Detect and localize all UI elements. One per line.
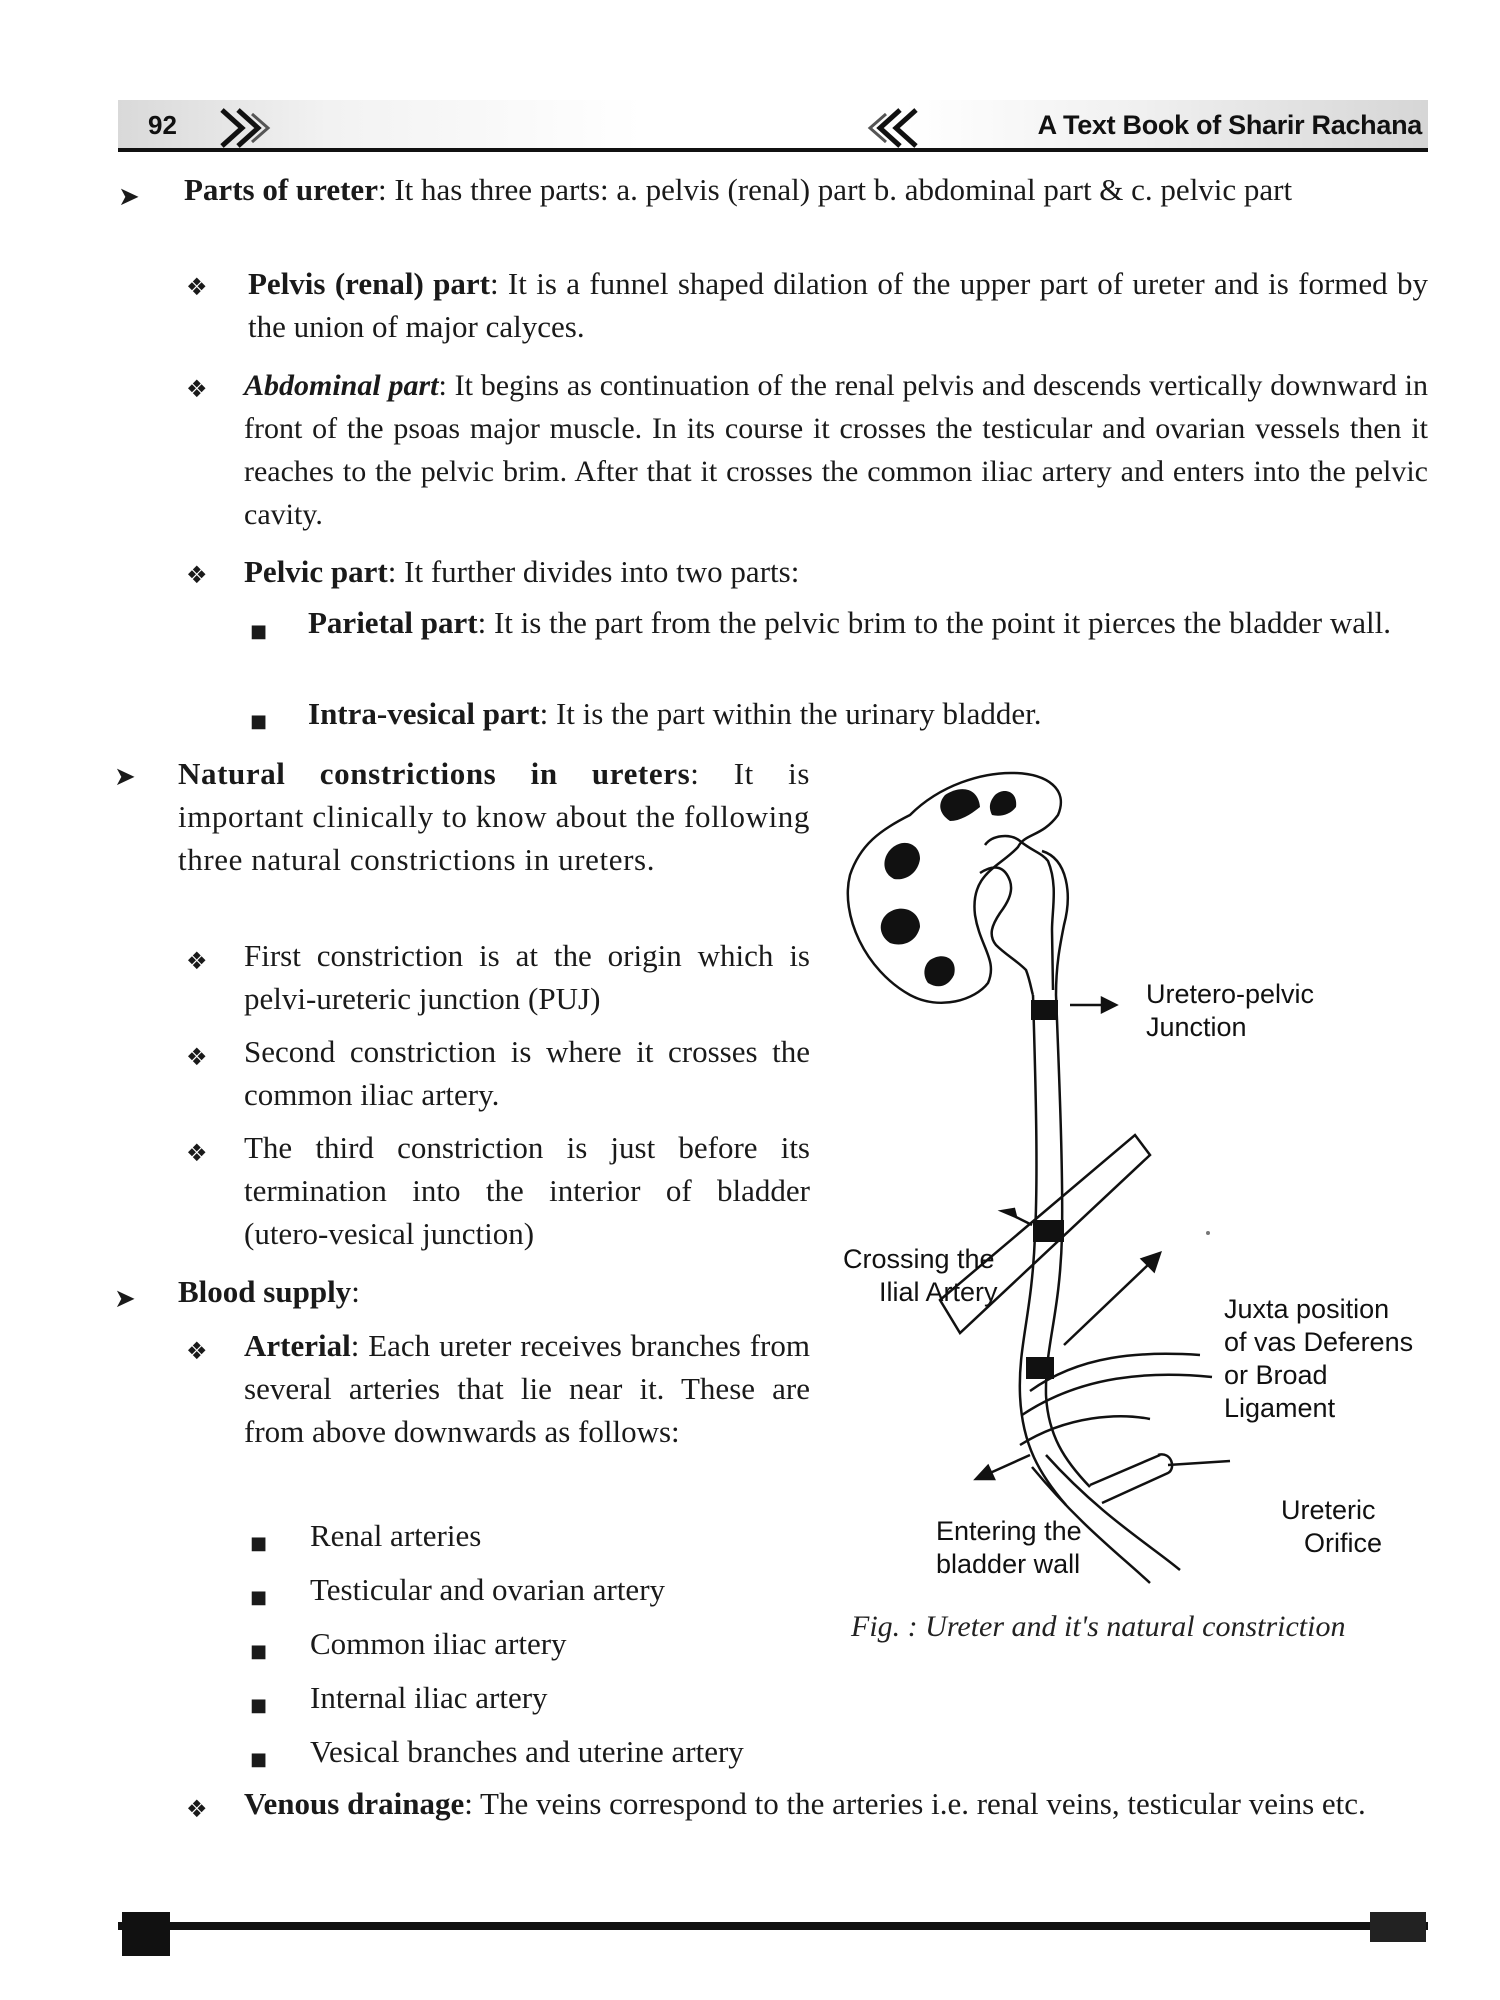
arterial-text: : Each ureter receives branches from several arteries that lie near it. These are from above downwards as follows:: [244, 1328, 810, 1449]
square-bullet-icon: ■: [250, 711, 268, 732]
artery-list-item: Testicular and ovarian artery: [310, 1572, 666, 1607]
natural-constrictions: [178, 752, 810, 881]
diamond-bullet-icon: ❖: [186, 1139, 208, 1167]
artery-list-item: Internal iliac artery: [310, 1680, 548, 1715]
square-bullet-icon: ■: [250, 621, 268, 642]
blood-supply-title: Blood supply: [178, 1274, 352, 1309]
page-number: 92: [148, 110, 177, 140]
label-orifice-line1: Ureteric: [1281, 1495, 1376, 1525]
double-chevron-left-icon: [858, 106, 920, 150]
venous-text: : The veins correspond to the arteries i.e. renal veins, testicular veins etc.: [464, 1786, 1366, 1821]
label-upj-line1: Uretero-pelvic: [1146, 979, 1315, 1009]
diamond-bullet-icon: ❖: [186, 375, 208, 403]
label-crossing-line2: Ilial Artery: [879, 1277, 998, 1307]
arrow-bullet-icon: ➤: [118, 182, 140, 212]
arterial: [244, 1324, 810, 1453]
constrictions-title: Natural constrictions in ureters: [178, 756, 691, 791]
figure-caption: Fig. : Ureter and it's natural constriction: [851, 1610, 1346, 1643]
label-juxta-line4: Ligament: [1224, 1393, 1336, 1423]
artery-list-item: Renal arteries: [310, 1518, 482, 1553]
constriction-item: The third constriction is just before its termination into the interior of bladder (utero-vesical junction): [244, 1130, 810, 1251]
venous-title: Venous drainage: [244, 1786, 465, 1821]
intravesical-part: [308, 692, 1428, 735]
arrow-bullet-icon: ➤: [114, 1284, 136, 1314]
arrow-bullet-icon: ➤: [114, 762, 136, 792]
pelvic-text: : It further divides into two parts:: [387, 554, 800, 589]
pelvis-part: [248, 262, 1428, 348]
ureteric-orifice: [1090, 1454, 1172, 1503]
constrictions-text: : It is important clinically to know about the following three natural constrictions in ureters.: [178, 756, 810, 877]
square-bullet-icon: ■: [250, 1641, 268, 1662]
label-upj-line2: Junction: [1146, 1012, 1247, 1042]
footer-block-right: [1370, 1912, 1426, 1942]
diamond-bullet-icon: ❖: [186, 1043, 208, 1071]
pelvis-text: : It is a funnel shaped dilation of the upper part of ureter and is formed by the union of major calyces.: [248, 266, 1428, 344]
diamond-bullet-icon: ❖: [186, 947, 208, 975]
footer-rule: [118, 1922, 1428, 1930]
abdominal-title: Abdominal part: [244, 369, 439, 402]
label-juxta-line1: Juxta position: [1224, 1294, 1390, 1324]
label-juxta-line2: of vas Deferens: [1224, 1327, 1414, 1357]
pelvic-title: Pelvic part: [244, 554, 388, 589]
square-bullet-icon: ■: [250, 1749, 268, 1770]
blood-supply-colon: :: [351, 1274, 360, 1309]
label-orifice-line2: Orifice: [1304, 1528, 1383, 1558]
label-juxta-line3: or Broad: [1224, 1360, 1328, 1390]
diamond-bullet-icon: ❖: [186, 1337, 208, 1365]
parietal-part: [308, 601, 1428, 644]
double-chevron-right-icon: [218, 106, 280, 150]
abdominal-text: : It begins as continuation of the renal pelvis and descends vertically downward in front of the psoas major muscle. In its course it crosses the testicular and ovarian vessels then it reaches to the pelvic brim. After that it crosses the common iliac artery and enters into the pelvic cavity.: [244, 369, 1428, 531]
label-entering-line2: bladder wall: [936, 1549, 1081, 1579]
parts-text: : It has three parts: a. pelvis (renal) part b. abdominal part & c. pelvic part: [377, 172, 1293, 207]
intravesical-title: Intra-vesical part: [308, 696, 540, 731]
parietal-text: : It is the part from the pelvic brim to the point it pierces the bladder wall.: [477, 605, 1391, 640]
book-title: A Text Book of Sharir Rachana: [1037, 110, 1422, 140]
abdominal-part: [244, 364, 1428, 536]
square-bullet-icon: ■: [250, 1587, 268, 1608]
arterial-title: Arterial: [244, 1328, 351, 1363]
artery-list-item: Vesical branches and uterine artery: [310, 1734, 744, 1769]
footer-block-left: [122, 1912, 170, 1956]
diamond-bullet-icon: ❖: [186, 273, 208, 301]
label-crossing-line1: Crossing the: [843, 1244, 995, 1274]
venous-drainage: [244, 1782, 1428, 1825]
pelvis-title: Pelvis (renal) part: [248, 266, 490, 301]
diamond-bullet-icon: ❖: [186, 1795, 208, 1823]
square-bullet-icon: ■: [250, 1533, 268, 1554]
pelvic-part: [244, 550, 1428, 593]
parts-title: Parts of ureter: [184, 172, 378, 207]
blood-supply: [178, 1270, 810, 1313]
constriction-item: Second constriction is where it crosses the common iliac artery.: [244, 1034, 810, 1112]
diamond-bullet-icon: ❖: [186, 561, 208, 589]
square-bullet-icon: ■: [250, 1695, 268, 1716]
label-entering-line1: Entering the: [936, 1516, 1082, 1546]
parts-of-ureter: [184, 168, 1428, 211]
intravesical-text: : It is the part within the urinary bladder.: [539, 696, 1042, 731]
artery-list-item: Common iliac artery: [310, 1626, 567, 1661]
ureter-diagram: [820, 755, 1430, 1595]
parietal-title: Parietal part: [308, 605, 478, 640]
constriction-item: First constriction is at the origin which is pelvi-ureteric junction (PUJ): [244, 938, 810, 1016]
